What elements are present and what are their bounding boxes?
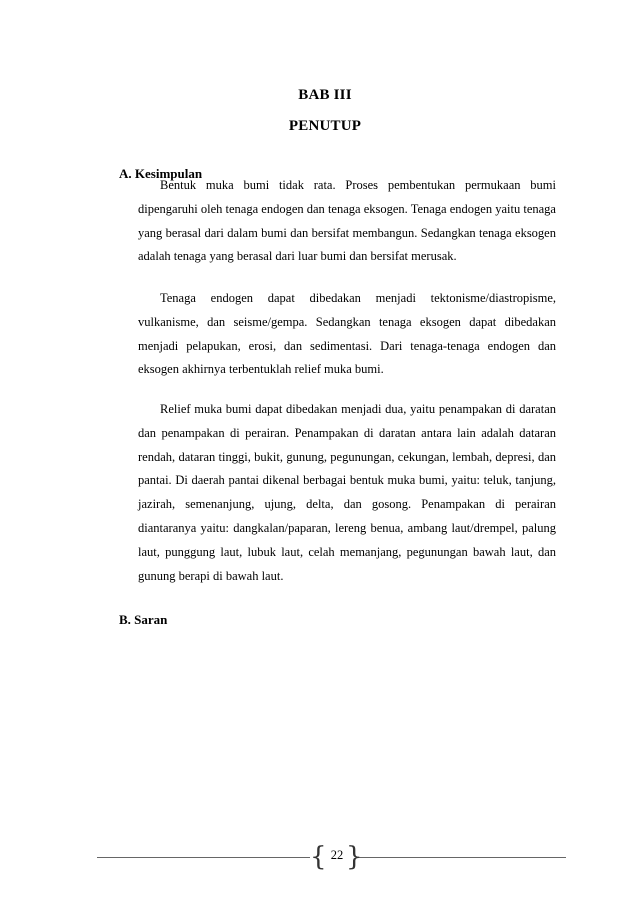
- chapter-title: BAB III: [298, 87, 352, 103]
- left-brace-icon: {: [310, 842, 327, 872]
- right-brace-icon: }: [346, 842, 363, 872]
- section-heading-kesimpulan: A. Kesimpulan: [119, 166, 203, 181]
- footer-rule-right: [356, 857, 566, 858]
- footer-rule-left: [97, 857, 310, 858]
- paragraph-1: Bentuk muka bumi tidak rata. Proses pembentukan permukaan bumi dipengaruhi oleh tenaga endogen dan tenaga eksogen. Tenaga endogen yaitu tenaga yang berasal dari dalam bumi dan bersifat membangun. Sedangkan tenaga eksogen adalah tenaga yang berasal dari luar bumi dan bersifat merusak.: [138, 178, 556, 264]
- paragraph-3: Relief muka bumi dapat dibedakan menjadi dua, yaitu penampakan di daratan dan penampakan di perairan. Penampakan di daratan antara lain adalah dataran rendah, dataran tinggi, bukit, gunung, pegunungan, cekungan, lembah, depresi, dan pantai. Di daerah pantai dikenal berbagai bentuk muka bumi, yaitu: teluk, tanjung, jazirah, semenanjung, ujung, delta, dan gosong. Penampakan di perairan diantaranya yaitu: dangkalan/paparan, lereng benua, ambang laut/drempel, palung laut, punggung laut, lubuk laut, celah memanjang, pegunungan bawah laut, dan gunung berapi di bawah laut.: [138, 402, 556, 583]
- section-heading-saran: B. Saran: [119, 612, 168, 627]
- chapter-subtitle: PENUTUP: [288, 118, 362, 134]
- page-number: 22: [330, 848, 344, 862]
- paragraph-2: Tenaga endogen dapat dibedakan menjadi tektonisme/diastropisme, vulkanisme, dan seisme/gempa. Sedangkan tenaga eksogen dapat dibedakan menjadi pelapukan, erosi, dan sedimentasi. Dari tenaga-tenaga endogen dan eksogen akhirnya terbentuklah relief muka bumi.: [138, 291, 556, 377]
